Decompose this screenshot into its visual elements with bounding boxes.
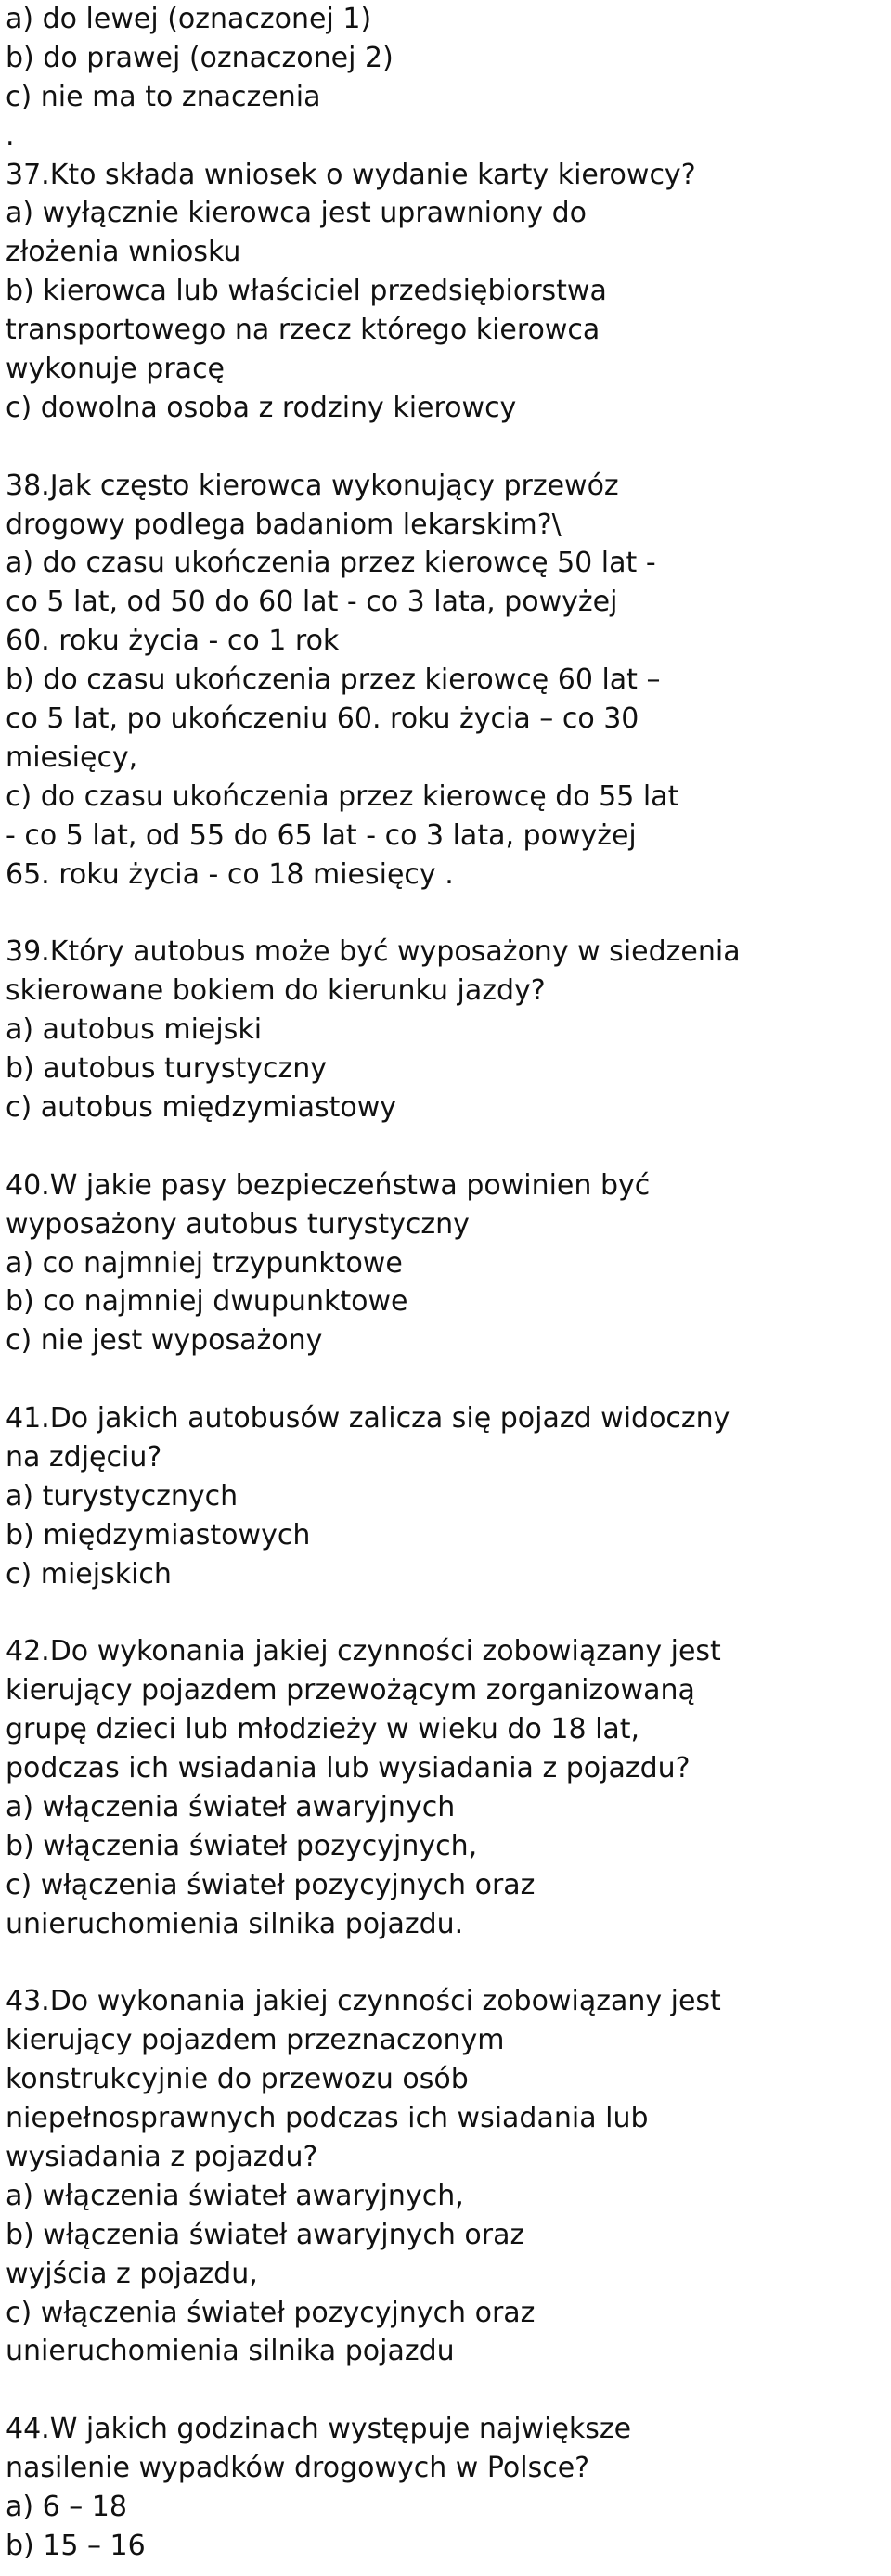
text-line: transportowego na rzecz którego kierowca [6, 314, 600, 347]
text-line: c) do czasu ukończenia przez kierowcę do 55 lat [6, 779, 679, 813]
text-line: 65. roku życia - co 18 miesięcy . [6, 857, 454, 891]
blank-line [6, 1594, 887, 1633]
text-line: b) do prawej (oznaczonej 2) [6, 41, 394, 74]
text-line: wyposażony autobus turystyczny [6, 1207, 470, 1241]
text-line: a) turystycznych [6, 1479, 239, 1513]
text-line: a) autobus miejski [6, 1013, 263, 1047]
text-line: b) co najmniej dwupunktowe [6, 1285, 408, 1319]
text-line: 41.Do jakich autobusów zalicza się pojazd widoczny [6, 1402, 730, 1436]
text-line: b) 15 – 16 [6, 2529, 146, 2562]
text-line: - co 5 lat, od 55 do 65 lat - co 3 lata, powyżej [6, 818, 637, 852]
text-line: b) autobus turystyczny [6, 1052, 328, 1086]
text-line: na zdjęciu? [6, 1440, 162, 1474]
text-line: a) do lewej (oznaczonej 1) [6, 3, 372, 35]
blank-line [6, 1360, 887, 1399]
text-line: co 5 lat, od 50 do 60 lat - co 3 lata, powyżej [6, 586, 618, 619]
text-line: 44.W jakich godzinach występuje największe [6, 2413, 632, 2446]
blank-line [6, 894, 887, 933]
text-line: unieruchomienia silnika pojazdu. [6, 1907, 464, 1940]
text-line: a) włączenia świateł awaryjnych [6, 1790, 456, 1823]
text-line: miesięcy, [6, 741, 138, 774]
text-line: kierujący pojazdem przewożącym zorganizowaną [6, 1674, 695, 1707]
text-line: c) włączenia świateł pozycyjnych oraz [6, 1868, 536, 1901]
text-line: b) włączenia świateł awaryjnych oraz [6, 2218, 525, 2251]
text-line: c) nie jest wyposażony [6, 1324, 323, 1358]
text-line: a) wyłącznie kierowca jest uprawniony do [6, 197, 587, 230]
text-line: 42.Do wykonania jakiej czynności zobowiązany jest [6, 1635, 721, 1668]
text-line: co 5 lat, po ukończeniu 60. roku życia – co 30 [6, 702, 639, 736]
text-line: wyjścia z pojazdu, [6, 2257, 258, 2290]
text-line: kierujący pojazdem przeznaczonym [6, 2024, 505, 2057]
text-line: 60. roku życia - co 1 rok [6, 625, 340, 658]
text-line: c) miejskich [6, 1557, 172, 1591]
blank-line [6, 1944, 887, 1983]
text-line: a) co najmniej trzypunktowe [6, 1246, 403, 1280]
text-line: b) włączenia świateł pozycyjnych, [6, 1829, 478, 1862]
blank-line [6, 1127, 887, 1166]
text-line: c) dowolna osoba z rodziny kierowcy [6, 391, 517, 424]
text-line: b) kierowca lub właściciel przedsiębiorstwa [6, 275, 607, 308]
text-line: a) do czasu ukończenia przez kierowcę 50 lat - [6, 547, 656, 580]
text-line: niepełnosprawnych podczas ich wsiadania lub [6, 2102, 649, 2135]
document-page [6, 0, 887, 2566]
text-line: 43.Do wykonania jakiej czynności zobowiązany jest [6, 1985, 721, 2018]
text-line: podczas ich wsiadania lub wysiadania z pojazdu? [6, 1752, 691, 1785]
text-line: c) włączenia świateł pozycyjnych oraz [6, 2296, 536, 2329]
text-line: . [6, 119, 15, 152]
text-line: a) 6 – 18 [6, 2491, 127, 2523]
text-line: wykonuje pracę [6, 353, 226, 386]
blank-line [6, 2371, 887, 2410]
text-line: wysiadania z pojazdu? [6, 2140, 318, 2173]
text-line: b) międzymiastowych [6, 1518, 311, 1552]
text-line: skierowane bokiem do kierunku jazdy? [6, 974, 546, 1008]
text-line: c) autobus międzymiastowy [6, 1090, 397, 1124]
text-line: konstrukcyjnie do przewozu osób [6, 2063, 469, 2096]
blank-line [6, 428, 887, 467]
text-line: c) nie ma to znaczenia [6, 80, 321, 113]
text-line: 39.Który autobus może być wyposażony w siedzenia [6, 935, 741, 969]
text-line: 37.Kto składa wniosek o wydanie karty kierowcy? [6, 158, 696, 191]
text-line: unieruchomienia silnika pojazdu [6, 2335, 455, 2368]
text-line: nasilenie wypadków drogowych w Polsce? [6, 2452, 590, 2485]
text-line: 40.W jakie pasy bezpieczeństwa powinien być [6, 1168, 651, 1202]
text-line: 38.Jak często kierowca wykonujący przewóz [6, 469, 619, 502]
text-line: drogowy podlega badaniom lekarskim?\ [6, 508, 562, 541]
text-line: grupę dzieci lub młodzieży w wieku do 18 lat, [6, 1713, 640, 1746]
text-line: b) do czasu ukończenia przez kierowcę 60 lat – [6, 663, 661, 697]
text-line: a) włączenia świateł awaryjnych, [6, 2179, 464, 2212]
text-line: złożenia wniosku [6, 236, 241, 269]
